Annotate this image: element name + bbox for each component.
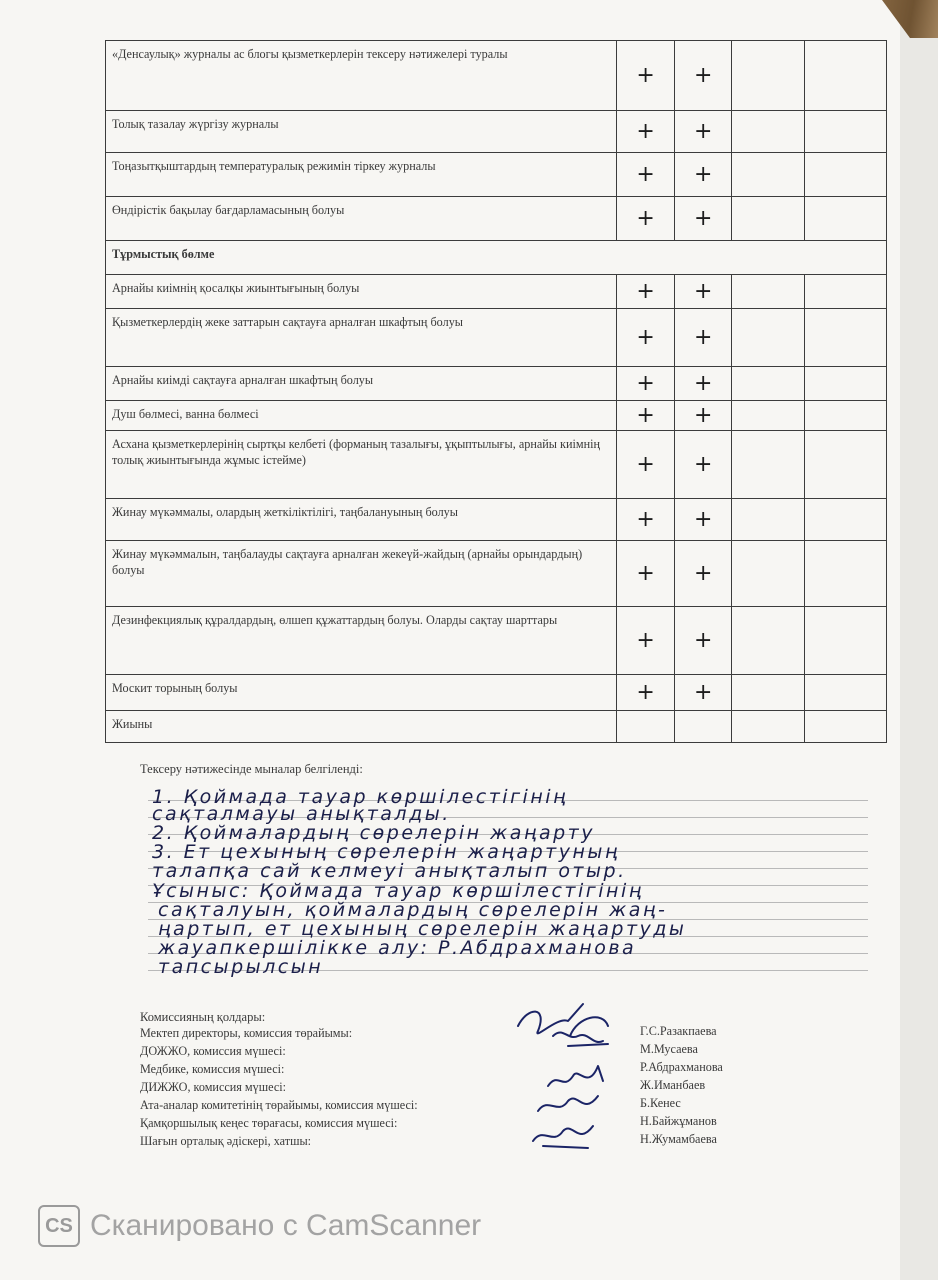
check-mark-cell: +	[616, 499, 674, 541]
check-mark-cell	[804, 275, 886, 309]
member-role: ДОЖЖО, комиссия мүшесі:	[140, 1044, 286, 1058]
check-mark-cell	[804, 541, 886, 607]
check-mark-cell: +	[675, 499, 732, 541]
table-row	[106, 401, 887, 431]
member-role: ДИЖЖО, комиссия мүшесі:	[140, 1080, 287, 1094]
check-mark-cell	[732, 607, 805, 675]
check-mark-cell: +	[616, 607, 674, 675]
row-label: Душ бөлмесі, ванна бөлмесі	[106, 401, 617, 431]
check-mark-cell: +	[675, 153, 732, 197]
check-mark-cell: +	[675, 431, 732, 499]
check-mark-cell	[732, 675, 805, 711]
check-mark-cell: +	[616, 431, 674, 499]
member-name: Г.С.Разакпаева	[640, 1024, 717, 1038]
table-row	[106, 41, 887, 111]
camscanner-footer	[38, 1206, 481, 1246]
check-mark-cell	[732, 275, 805, 309]
row-label: «Денсаулық» журналы ас блогы қызметкерлерін тексеру нәтижелері туралы	[106, 41, 617, 111]
check-mark-cell	[732, 711, 805, 743]
check-mark-cell	[616, 711, 674, 743]
note-line: ңартып, ет цехының сөрелерін жаңартуды	[158, 918, 687, 940]
note-line: тапсырылсын	[158, 956, 324, 978]
section-heading: Тұрмыстық бөлме	[106, 241, 887, 275]
check-mark-cell	[804, 499, 886, 541]
signature-4	[538, 1096, 598, 1111]
row-label: Жинау мүкәммалын, таңбалауды сақтауға арналған жекеүй-жайдың (арнайы орындардың) болуы	[106, 541, 617, 607]
table-row	[106, 675, 887, 711]
member-role: Ата-аналар комитетінің төрайымы, комиссия мүшесі:	[140, 1098, 418, 1112]
row-label: Толық тазалау жүргізу журналы	[106, 111, 617, 153]
camscanner-logo: CS	[38, 1205, 80, 1247]
check-mark-cell: +	[616, 309, 674, 367]
note-line: жауапкершілікке алу: Р.Абдрахманова	[158, 937, 637, 959]
table-row	[106, 153, 887, 197]
check-mark-cell: +	[616, 153, 674, 197]
table-row	[106, 607, 887, 675]
check-mark-cell: +	[675, 41, 732, 111]
check-mark-cell	[732, 309, 805, 367]
row-label: Дезинфекциялық құралдардың, өлшеп құжаттардың болуы. Оларды сақтау шарттары	[106, 607, 617, 675]
check-mark-cell	[804, 711, 886, 743]
member-name: Н.Жумамбаева	[640, 1132, 717, 1146]
camscanner-text: Сканировано с CamScanner	[90, 1209, 482, 1242]
commission-title: Комиссияның қолдары:	[140, 1010, 266, 1024]
check-mark-cell	[804, 607, 886, 675]
member-name: М.Мусаева	[640, 1042, 698, 1056]
check-mark-cell	[732, 401, 805, 431]
check-mark-cell: +	[675, 111, 732, 153]
member-role: Мектеп директоры, комиссия төрайымы:	[140, 1026, 353, 1040]
check-mark-cell	[804, 675, 886, 711]
check-mark-cell: +	[675, 607, 732, 675]
table-row	[106, 367, 887, 401]
check-mark-cell: +	[616, 111, 674, 153]
check-mark-cell: +	[616, 275, 674, 309]
check-mark-cell	[804, 309, 886, 367]
note-line: 2. Қоймалардың сөрелерін жаңарту	[152, 822, 595, 844]
note-line: Ұсыныс: Қоймада тауар көршілестігінің	[152, 880, 644, 902]
check-mark-cell: +	[616, 541, 674, 607]
signature-5	[533, 1126, 593, 1148]
check-mark-cell	[804, 111, 886, 153]
check-mark-cell: +	[675, 541, 732, 607]
row-label: Арнайы киімді сақтауға арналған шкафтың болуы	[106, 367, 617, 401]
row-label: Арнайы киімнің қосалқы жиынтығының болуы	[106, 275, 617, 309]
signature-2	[553, 1032, 608, 1046]
check-mark-cell	[804, 367, 886, 401]
table-row	[106, 431, 887, 499]
row-label: Жинау мүкәммалы, олардың жеткіліктілігі, таңбалануының болуы	[106, 499, 617, 541]
check-mark-cell: +	[616, 401, 674, 431]
table-row	[106, 111, 887, 153]
check-mark-cell	[804, 197, 886, 241]
note-line: 3. Ет цехының сөрелерін жаңартуның	[152, 841, 620, 863]
results-label: Тексеру нәтижесінде мыналар белгіленді:	[140, 762, 363, 776]
table-row	[106, 197, 887, 241]
signatures	[508, 996, 638, 1166]
table-row	[106, 309, 887, 367]
check-mark-cell: +	[616, 197, 674, 241]
check-mark-cell: +	[675, 401, 732, 431]
check-mark-cell: +	[616, 41, 674, 111]
row-label: Тоңазытқыштардың температуралық режимін тіркеу журналы	[106, 153, 617, 197]
table-row	[106, 499, 887, 541]
member-name: Н.Байжұманов	[640, 1114, 717, 1128]
row-label: Қызметкерлердің жеке заттарын сақтауға арналған шкафтың болуы	[106, 309, 617, 367]
row-label: Асхана қызметкерлерінің сыртқы келбеті (форманың тазалығы, ұқыптылығы, арнайы киімнің толық жиынтығында жұмыс істейме)	[106, 431, 617, 499]
member-name: Ж.Иманбаев	[640, 1078, 706, 1092]
check-mark-cell: +	[616, 675, 674, 711]
table-row	[106, 275, 887, 309]
check-mark-cell: +	[675, 275, 732, 309]
note-line: сақталуын, қоймалардың сөрелерін жаң-	[158, 899, 668, 921]
check-mark-cell: +	[675, 309, 732, 367]
check-mark-cell	[675, 711, 732, 743]
note-line: сақталмауы анықталды.	[152, 803, 451, 825]
check-mark-cell: +	[675, 367, 732, 401]
check-mark-cell	[804, 401, 886, 431]
member-role: Медбике, комиссия мүшесі:	[140, 1062, 285, 1076]
check-mark-cell	[804, 431, 886, 499]
member-role: Қамқоршылық кеңес төрағасы, комиссия мүшесі:	[140, 1116, 398, 1130]
handwritten-notes	[148, 784, 868, 984]
check-mark-cell	[732, 367, 805, 401]
row-label: Жиыны	[106, 711, 617, 743]
check-mark-cell	[732, 41, 805, 111]
check-mark-cell	[732, 499, 805, 541]
check-mark-cell	[732, 197, 805, 241]
member-role: Шағын орталық әдіскері, хатшы:	[140, 1134, 312, 1148]
table-row	[106, 241, 887, 275]
signature-3	[548, 1066, 603, 1086]
member-name: Б.Кенес	[640, 1096, 681, 1110]
inspection-table	[105, 40, 887, 743]
check-mark-cell	[804, 41, 886, 111]
check-mark-cell	[804, 153, 886, 197]
note-line: 1. Қоймада тауар көршілестігінің	[152, 786, 569, 808]
check-mark-cell: +	[675, 675, 732, 711]
row-label: Өндірістік бақылау бағдарламасының болуы	[106, 197, 617, 241]
row-label: Москит торының болуы	[106, 675, 617, 711]
check-mark-cell: +	[675, 197, 732, 241]
check-mark-cell	[732, 541, 805, 607]
note-line: талапқа сай келмеуі анықталып отыр.	[152, 860, 627, 882]
signature-1	[518, 1004, 608, 1036]
check-mark-cell: +	[616, 367, 674, 401]
table-row	[106, 541, 887, 607]
check-mark-cell	[732, 153, 805, 197]
member-name: Р.Абдрахманова	[640, 1060, 723, 1074]
check-mark-cell	[732, 111, 805, 153]
check-mark-cell	[732, 431, 805, 499]
table-row	[106, 711, 887, 743]
